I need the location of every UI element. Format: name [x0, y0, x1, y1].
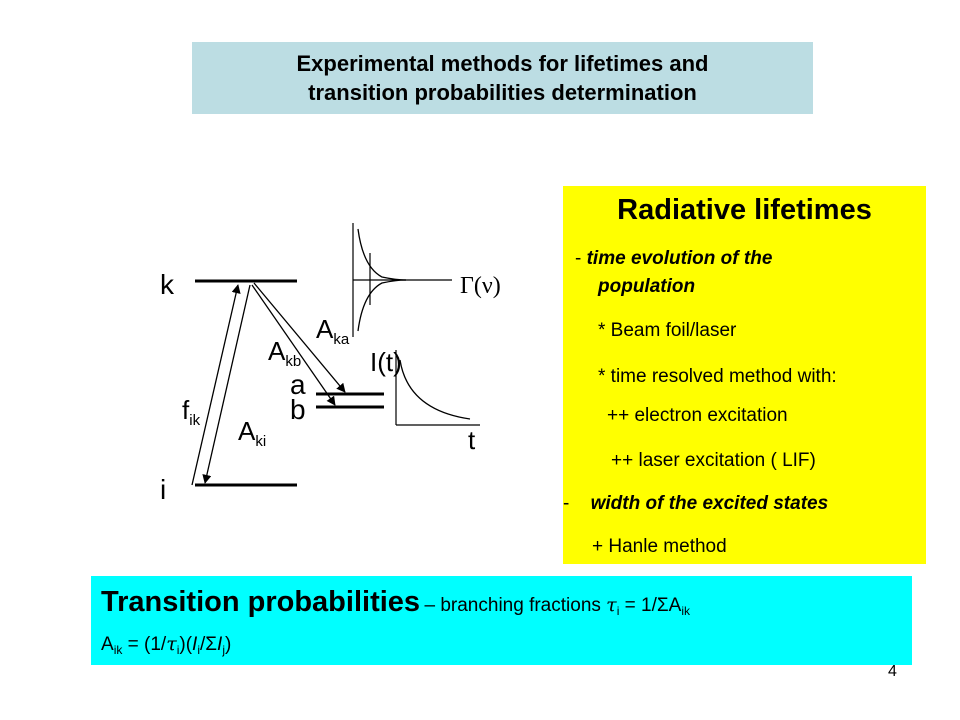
- level-k-label: k: [160, 269, 174, 300]
- transition-formula: $A_{ik} = (1/\tau_i)(I_i/\Sigma I_j)$: [101, 633, 232, 657]
- width-excited-states-text: width of the excited states: [590, 493, 829, 514]
- transition-heading: Transition probabilities: [101, 586, 421, 618]
- dash-bullet: -: [563, 493, 570, 514]
- a-ki-label: $A_{ki}$: [238, 416, 267, 450]
- decay-curve: [400, 360, 470, 419]
- time-axis-label: t: [468, 425, 476, 455]
- slide-title-line-2: transition probabilities determination: [308, 80, 697, 105]
- rad-item-hanle: + Hanle method: [592, 536, 727, 557]
- a-kb-label: $A_{kb}$: [268, 336, 302, 370]
- level-i-label: i: [160, 474, 167, 505]
- rad-item-laser-excitation: ++ laser excitation ( LIF): [611, 450, 816, 471]
- gamma-profile-lower: [358, 280, 406, 331]
- transition-heading-line: [101, 586, 690, 619]
- branching-fractions-text: – branching fractions $\tau_i = 1/\Sigma A_{ik}$: [424, 594, 690, 618]
- rad-item-width: [563, 493, 828, 515]
- time-evolution-text: time evolution of the: [586, 248, 773, 269]
- a-ka-label: $A_{ka}$: [316, 314, 350, 348]
- transition-probabilities-box: [91, 576, 912, 665]
- rad-item-beam-foil: * Beam foil/laser: [598, 320, 737, 341]
- rad-item-electron-excitation: ++ electron excitation: [607, 405, 788, 426]
- level-a-label: a: [290, 369, 306, 400]
- sigma-symbol: Σ: [656, 595, 669, 616]
- emission-ki-arrow: [205, 285, 250, 483]
- absorption-arrow: [192, 285, 238, 485]
- energy-level-diagram: [140, 205, 540, 505]
- slide-title-box: [192, 42, 813, 114]
- gamma-profile-upper: [358, 229, 406, 280]
- radiative-lifetimes-panel: [563, 186, 926, 564]
- radiative-lifetimes-heading: Radiative lifetimes: [617, 194, 872, 226]
- level-b-label: b: [290, 394, 306, 425]
- dash-bullet: -: [575, 248, 582, 269]
- rad-item-population: population: [598, 276, 696, 297]
- slide-title-line-1: Experimental methods for lifetimes and: [296, 51, 709, 76]
- rad-item-time-evolution: [575, 248, 772, 270]
- rad-item-time-resolved: * time resolved method with:: [598, 366, 837, 387]
- page-number: 4: [888, 663, 897, 680]
- f-ik-label: $f_{ik}$: [182, 395, 201, 429]
- gamma-nu-label: Γ(ν): [460, 273, 501, 299]
- tau-symbol: τ: [606, 594, 617, 616]
- intensity-time-label: I(t): [370, 347, 402, 377]
